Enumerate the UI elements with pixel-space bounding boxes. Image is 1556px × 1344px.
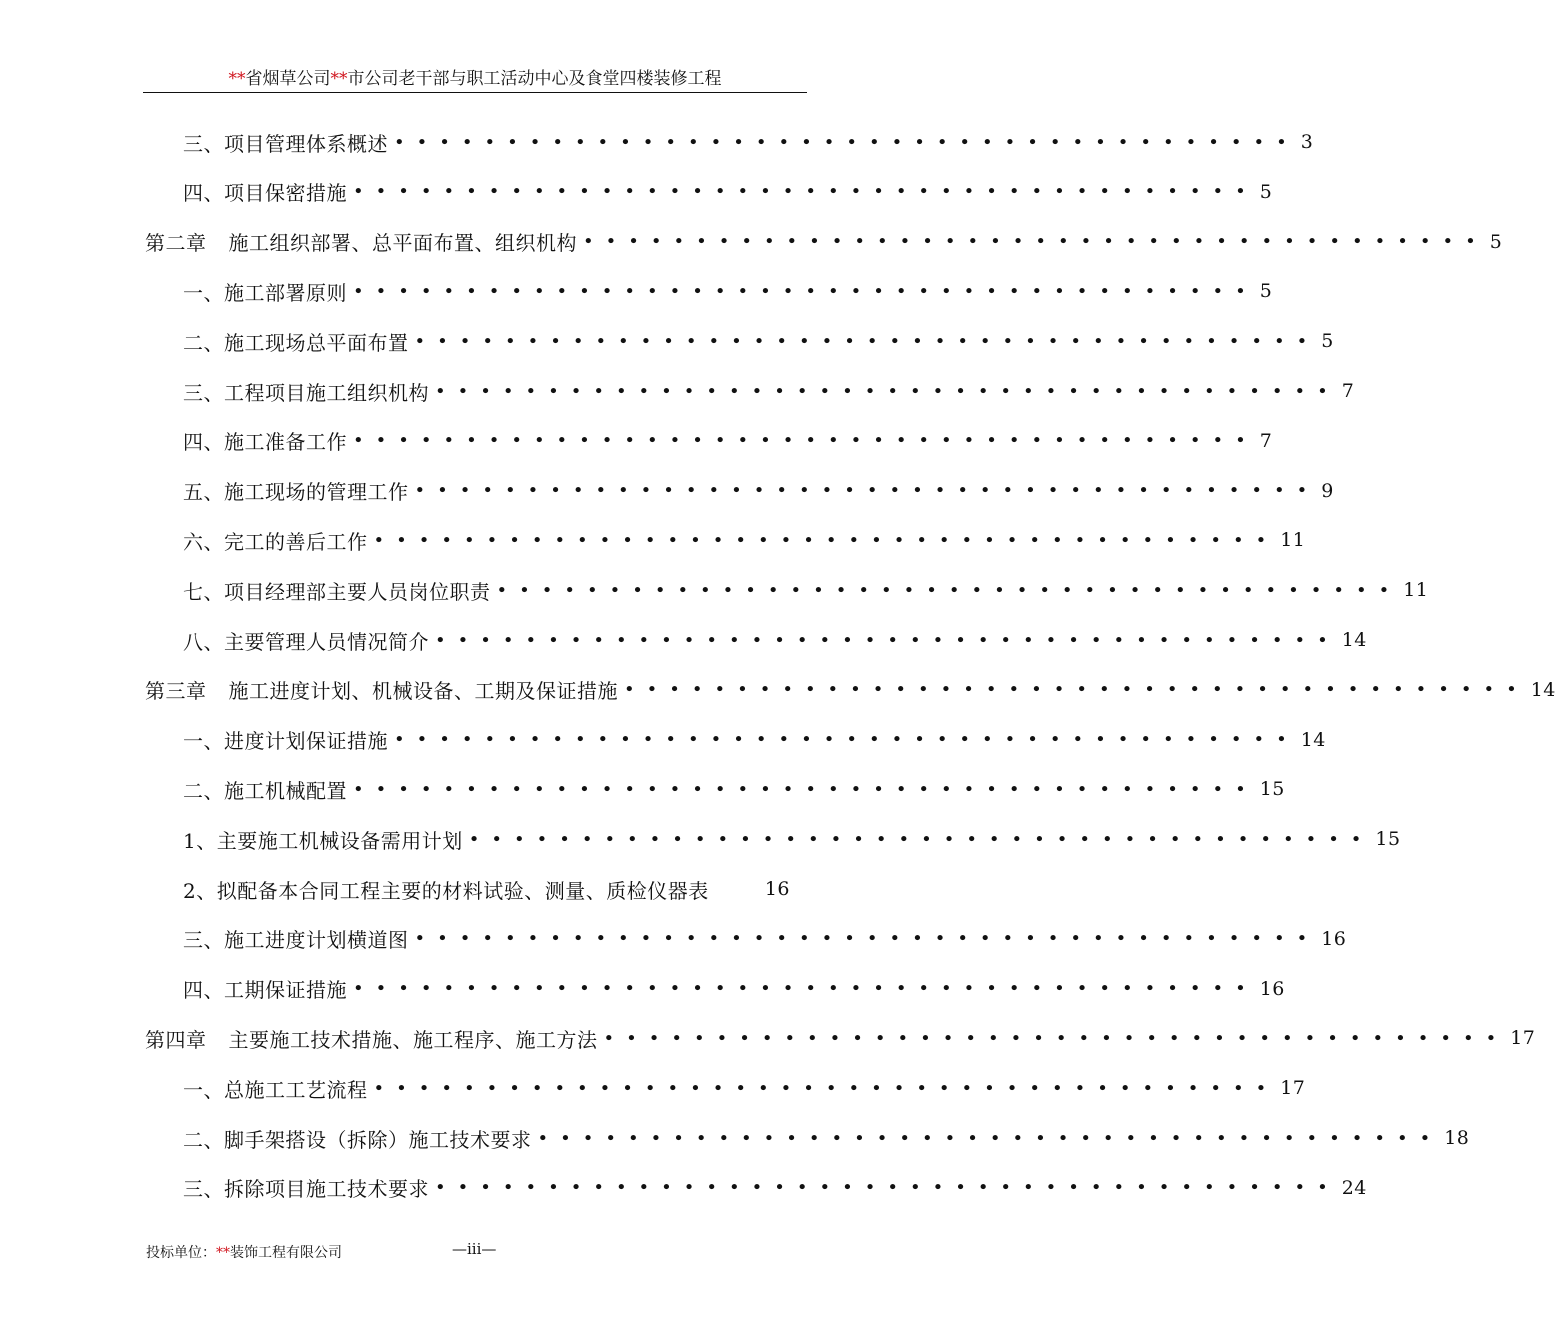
toc-entry-text: 五、施工现场的管理工作 (183, 480, 409, 505)
footer-bidder (146, 1242, 342, 1262)
toc-section-entry[interactable] (183, 177, 1273, 207)
toc-leader-dots: •••••••••••••••••••••••••••••••••••••••• (353, 978, 1258, 1000)
toc-entry-text: 三、项目管理体系概述 (183, 131, 388, 156)
toc-page-number: 3 (1300, 131, 1314, 153)
toc-leader-dots: •••••••••••••••••••••••••••••••••••••••• (353, 778, 1258, 800)
toc-section-entry[interactable] (183, 276, 1273, 306)
header-text-part2: 市公司老干部与职工活动中心及食堂四楼装修工程 (347, 69, 722, 89)
toc-entry-title (183, 775, 347, 804)
header-rule (143, 92, 807, 93)
toc-entry-title (183, 476, 409, 505)
toc-entry-title (183, 576, 491, 605)
toc-entry-text: 四、项目保密措施 (183, 181, 347, 206)
toc-entry-text: 一、进度计划保证措施 (183, 729, 388, 754)
toc-entry-title (183, 875, 709, 904)
toc-page-number: 24 (1341, 1176, 1367, 1199)
toc-section-entry[interactable] (183, 625, 1367, 655)
toc-leader-dots: •••••••••••••••••••••••••••••••••••••••• (414, 330, 1320, 352)
page-header (143, 66, 807, 92)
toc-entry-text: 施工组织部署、总平面布置、组织机构 (228, 231, 577, 256)
toc-section-entry[interactable] (183, 774, 1285, 804)
toc-entry-title (183, 327, 409, 356)
toc-entry-text: 三、拆除项目施工技术要求 (183, 1177, 429, 1202)
toc-section-entry[interactable] (183, 725, 1326, 755)
toc-section-entry[interactable] (183, 874, 790, 904)
toc-chapter-entry[interactable] (145, 675, 1556, 705)
toc-page-number: 11 (1280, 529, 1306, 552)
toc-section-entry[interactable] (183, 974, 1285, 1004)
toc-page-number: 5 (1259, 180, 1273, 203)
toc-entry-title (145, 227, 577, 256)
toc-leader-dots: •••••••••••••••••••••••••••••••••••••••• (496, 579, 1402, 601)
toc-page-number: 16 (1259, 977, 1285, 1000)
toc-leader-dots: •••••••••••••••••••••••••••••••••••••••• (468, 828, 1374, 850)
toc-entry-text: 四、工期保证措施 (183, 978, 347, 1003)
toc-entry-title (183, 924, 409, 953)
toc-section-entry[interactable] (183, 476, 1334, 506)
toc-page-number: 14 (1300, 728, 1326, 751)
toc-section-entry[interactable] (183, 1073, 1306, 1103)
toc-leader-dots: •••••••••••••••••••••••••••••••••••••••• (435, 629, 1340, 651)
toc-entry-text: 七、项目经理部主要人员岗位职责 (183, 579, 491, 604)
footer-label: 投标单位： (146, 1245, 216, 1261)
toc-entry-text: 二、脚手架搭设（拆除）施工技术要求 (183, 1127, 532, 1152)
toc-entry-title (183, 377, 429, 406)
toc-entry-title (183, 526, 368, 555)
toc-chapter-entry[interactable] (145, 1023, 1536, 1053)
toc-section-entry[interactable] (183, 326, 1334, 356)
toc-chapter-number: 第二章 (145, 231, 207, 256)
toc-entry-title (183, 177, 347, 206)
toc-section-entry[interactable] (183, 376, 1355, 406)
toc-page-number: 5 (1321, 330, 1334, 353)
toc-entry-text: 三、工程项目施工组织机构 (183, 380, 429, 405)
toc-section-entry[interactable] (183, 924, 1347, 954)
toc-leader-dots: •••••••••••••••••••••••••••••••••••••••• (394, 729, 1299, 751)
toc-leader-dots: •••••••••••••••••••••••••••••••••••••••• (435, 1177, 1340, 1199)
toc-section-entry[interactable] (183, 1123, 1470, 1153)
toc-entry-text: 2、拟配备本合同工程主要的材料试验、测量、质检仪器表 (183, 878, 709, 903)
toc-entry-text: 主要施工技术措施、施工程序、施工方法 (228, 1027, 598, 1052)
toc-entry-title (183, 825, 463, 854)
toc-entry-text: 一、施工部署原则 (183, 280, 347, 305)
header-redacted-mark: ** (228, 69, 246, 89)
toc-entry-text: 二、施工机械配置 (183, 778, 347, 803)
toc-leader-dots: •••••••••••••••••••••••••••••••••••••••• (373, 1077, 1279, 1099)
toc-page-number: 16 (764, 878, 790, 900)
toc-leader-dots: •••••••••••••••••••••••••••••••••••••••• (603, 1027, 1509, 1049)
toc-leader-dots: •••••••••••••••••••••••••••••••••••••••• (353, 280, 1258, 302)
toc-page-number: 18 (1444, 1127, 1470, 1149)
toc-page-number: 11 (1403, 579, 1429, 602)
toc-page-number: 7 (1341, 380, 1355, 402)
toc-entry-text: 1、主要施工机械设备需用计划 (183, 828, 463, 853)
toc-section-entry[interactable] (183, 127, 1314, 157)
toc-section-entry[interactable] (183, 575, 1429, 605)
toc-section-entry[interactable] (183, 525, 1306, 555)
toc-entry-text: 施工进度计划、机械设备、工期及保证措施 (228, 679, 618, 704)
toc-leader-dots: •••••••••••••••••••••••••••••••••••••••• (394, 131, 1299, 153)
toc-entry-title (183, 626, 429, 655)
toc-leader-dots: •••••••••••••••••••••••••••••••••••••••• (414, 480, 1320, 502)
footer-redacted-mark: ** (216, 1245, 230, 1261)
toc-leader-dots: •••••••••••••••••••••••••••••••••••••••• (414, 928, 1320, 950)
toc-page-number: 5 (1489, 230, 1503, 253)
toc-leader-dots: •••••••••••••••••••••••••••••••••••••••• (583, 231, 1488, 253)
toc-entry-text: 八、主要管理人员情况简介 (183, 629, 429, 654)
toc-entry-title (183, 277, 347, 306)
toc-entry-text: 二、施工现场总平面布置 (183, 330, 409, 355)
header-text-part1: 省烟草公司 (245, 69, 331, 89)
toc-entry-text: 一、总施工工艺流程 (183, 1077, 368, 1102)
footer-page-number: —iii— (452, 1240, 497, 1258)
toc-entry-title (145, 675, 618, 704)
toc-page-number: 17 (1280, 1077, 1306, 1100)
toc-entry-title (183, 1173, 429, 1202)
toc-entry-text: 四、施工准备工作 (183, 430, 347, 455)
header-redacted-mark: ** (330, 69, 348, 89)
footer-company: 装饰工程有限公司 (230, 1245, 342, 1261)
toc-chapter-entry[interactable] (145, 227, 1503, 257)
toc-page-number: 14 (1341, 629, 1367, 651)
toc-entry-title (183, 128, 388, 157)
toc-entry-title (183, 1074, 368, 1103)
toc-page-number: 16 (1321, 927, 1347, 950)
toc-chapter-number: 第四章 (145, 1027, 207, 1052)
toc-page-number: 15 (1259, 778, 1285, 801)
toc-leader-dots: •••••••••••••••••••••••••••••••••••••••• (624, 679, 1529, 701)
toc-entry-text: 六、完工的善后工作 (183, 529, 368, 554)
toc-entry-title (183, 1124, 532, 1153)
toc-leader-dots: •••••••••••••••••••••••••••••••••••••••• (353, 181, 1258, 203)
toc-section-entry[interactable] (183, 426, 1273, 456)
toc-page-number: 7 (1259, 429, 1273, 452)
toc-section-entry[interactable] (183, 1173, 1367, 1203)
toc-page-number: 17 (1510, 1027, 1536, 1050)
toc-entry-title (183, 974, 347, 1003)
toc-entry-text: 三、施工进度计划横道图 (183, 928, 409, 953)
toc-section-entry[interactable] (183, 824, 1401, 854)
toc-entry-title (145, 1024, 598, 1053)
toc-page-number: 5 (1259, 280, 1273, 303)
toc-leader-dots: •••••••••••••••••••••••••••••••••••••••• (353, 430, 1258, 452)
toc-page-number: 15 (1375, 828, 1401, 851)
toc-leader-dots: •••••••••••••••••••••••••••••••••••••••• (373, 529, 1279, 551)
toc-chapter-number: 第三章 (145, 679, 207, 704)
toc-page-number: 9 (1321, 479, 1334, 502)
toc-leader-dots: •••••••••••••••••••••••••••••••••••••••• (537, 1127, 1443, 1149)
toc-entry-title (183, 426, 347, 455)
toc-leader-dots: •••••••••••••••••••••••••••••••••••••••• (435, 380, 1340, 402)
toc-page-number: 14 (1530, 678, 1556, 701)
toc-entry-title (183, 725, 388, 754)
